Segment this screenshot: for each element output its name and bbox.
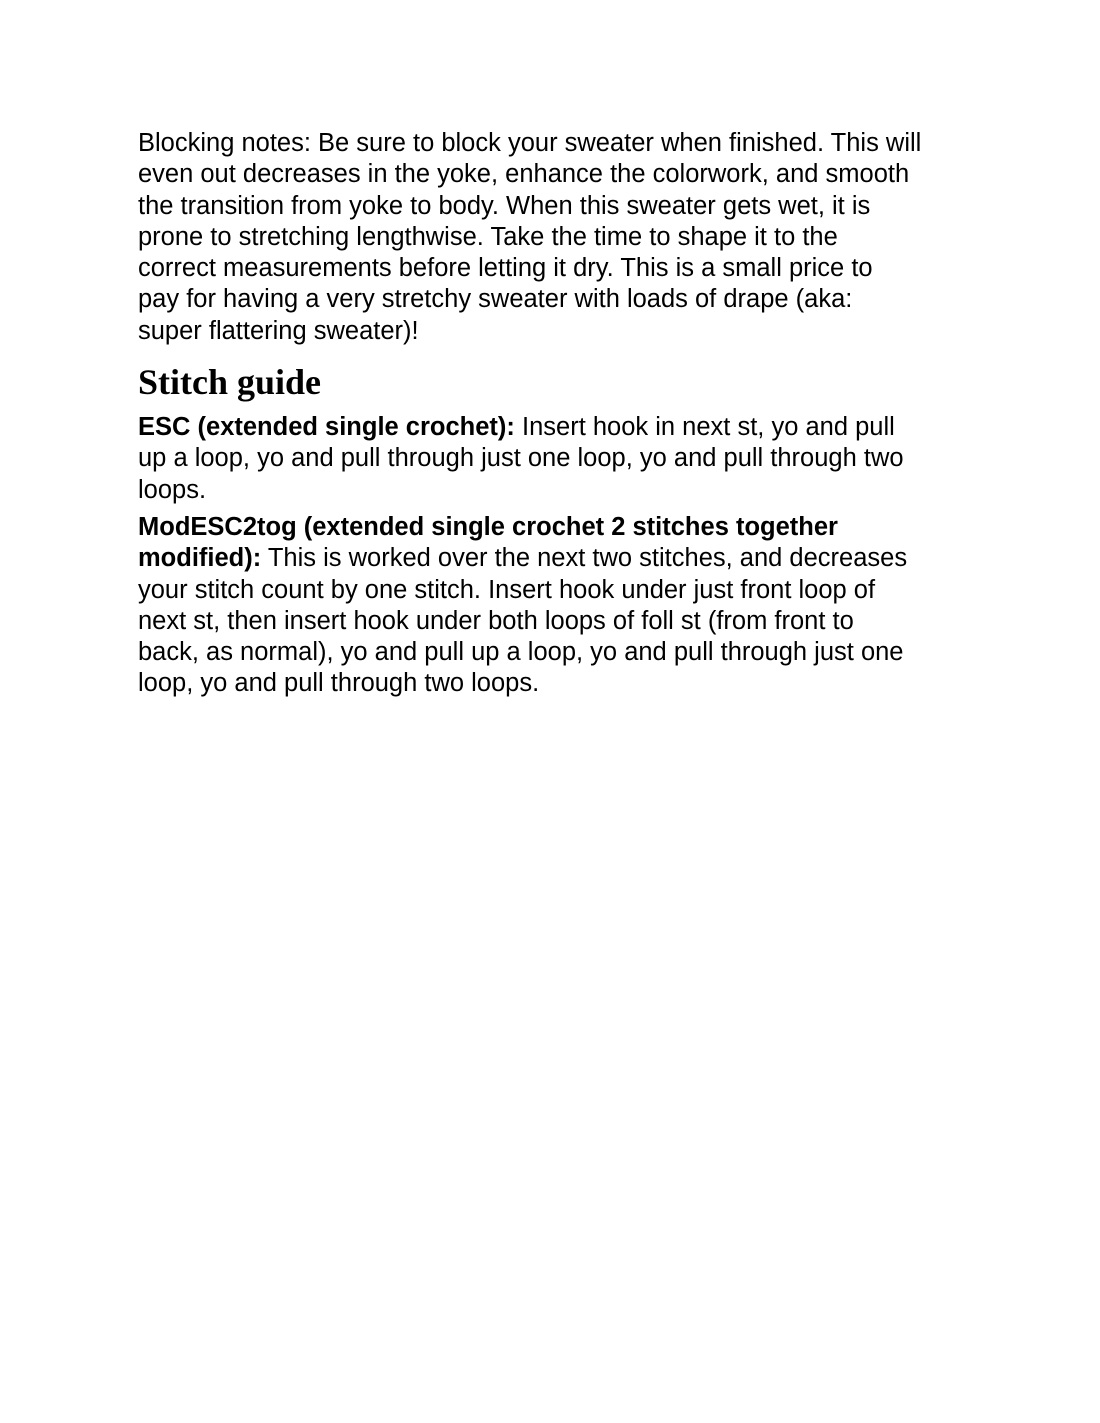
stitch-entry-modesc2tog [138,512,968,700]
stitch-guide-heading: Stitch guide [138,362,322,403]
stitch-definition: This is worked over the next two stitches, and decreases your stitch count by one stitch. Insert hook under just front loop of next st, then insert hook under both loops of foll st (from front to back, as normal), yo and pull up a loop, yo and pull through just one loop, yo and pull through two loops. [138,544,908,698]
blocking-notes-paragraph: Blocking notes: Be sure to block your sweater when finished. This will even out decreases in the yoke, enhance the colorwork, and smooth the transition from yoke to body. When this sweater gets wet, it is prone to stretching lengthwise. Take the time to shape it to the correct measurements before letting it dry. This is a small price to pay for having a very stretchy sweater with loads of drape (aka: super flattering sweater)! [138,129,922,345]
stitch-entry-esc [138,412,968,506]
document-page [138,128,968,706]
stitch-term: ESC (extended single crochet): [138,413,515,442]
stitch-term: ModESC2tog (extended single crochet 2 stitches together modified): [138,512,838,573]
stitch-definition: Insert hook in next st, yo and pull up a loop, yo and pull through just one loop, yo and pull through two loops. [138,413,904,504]
